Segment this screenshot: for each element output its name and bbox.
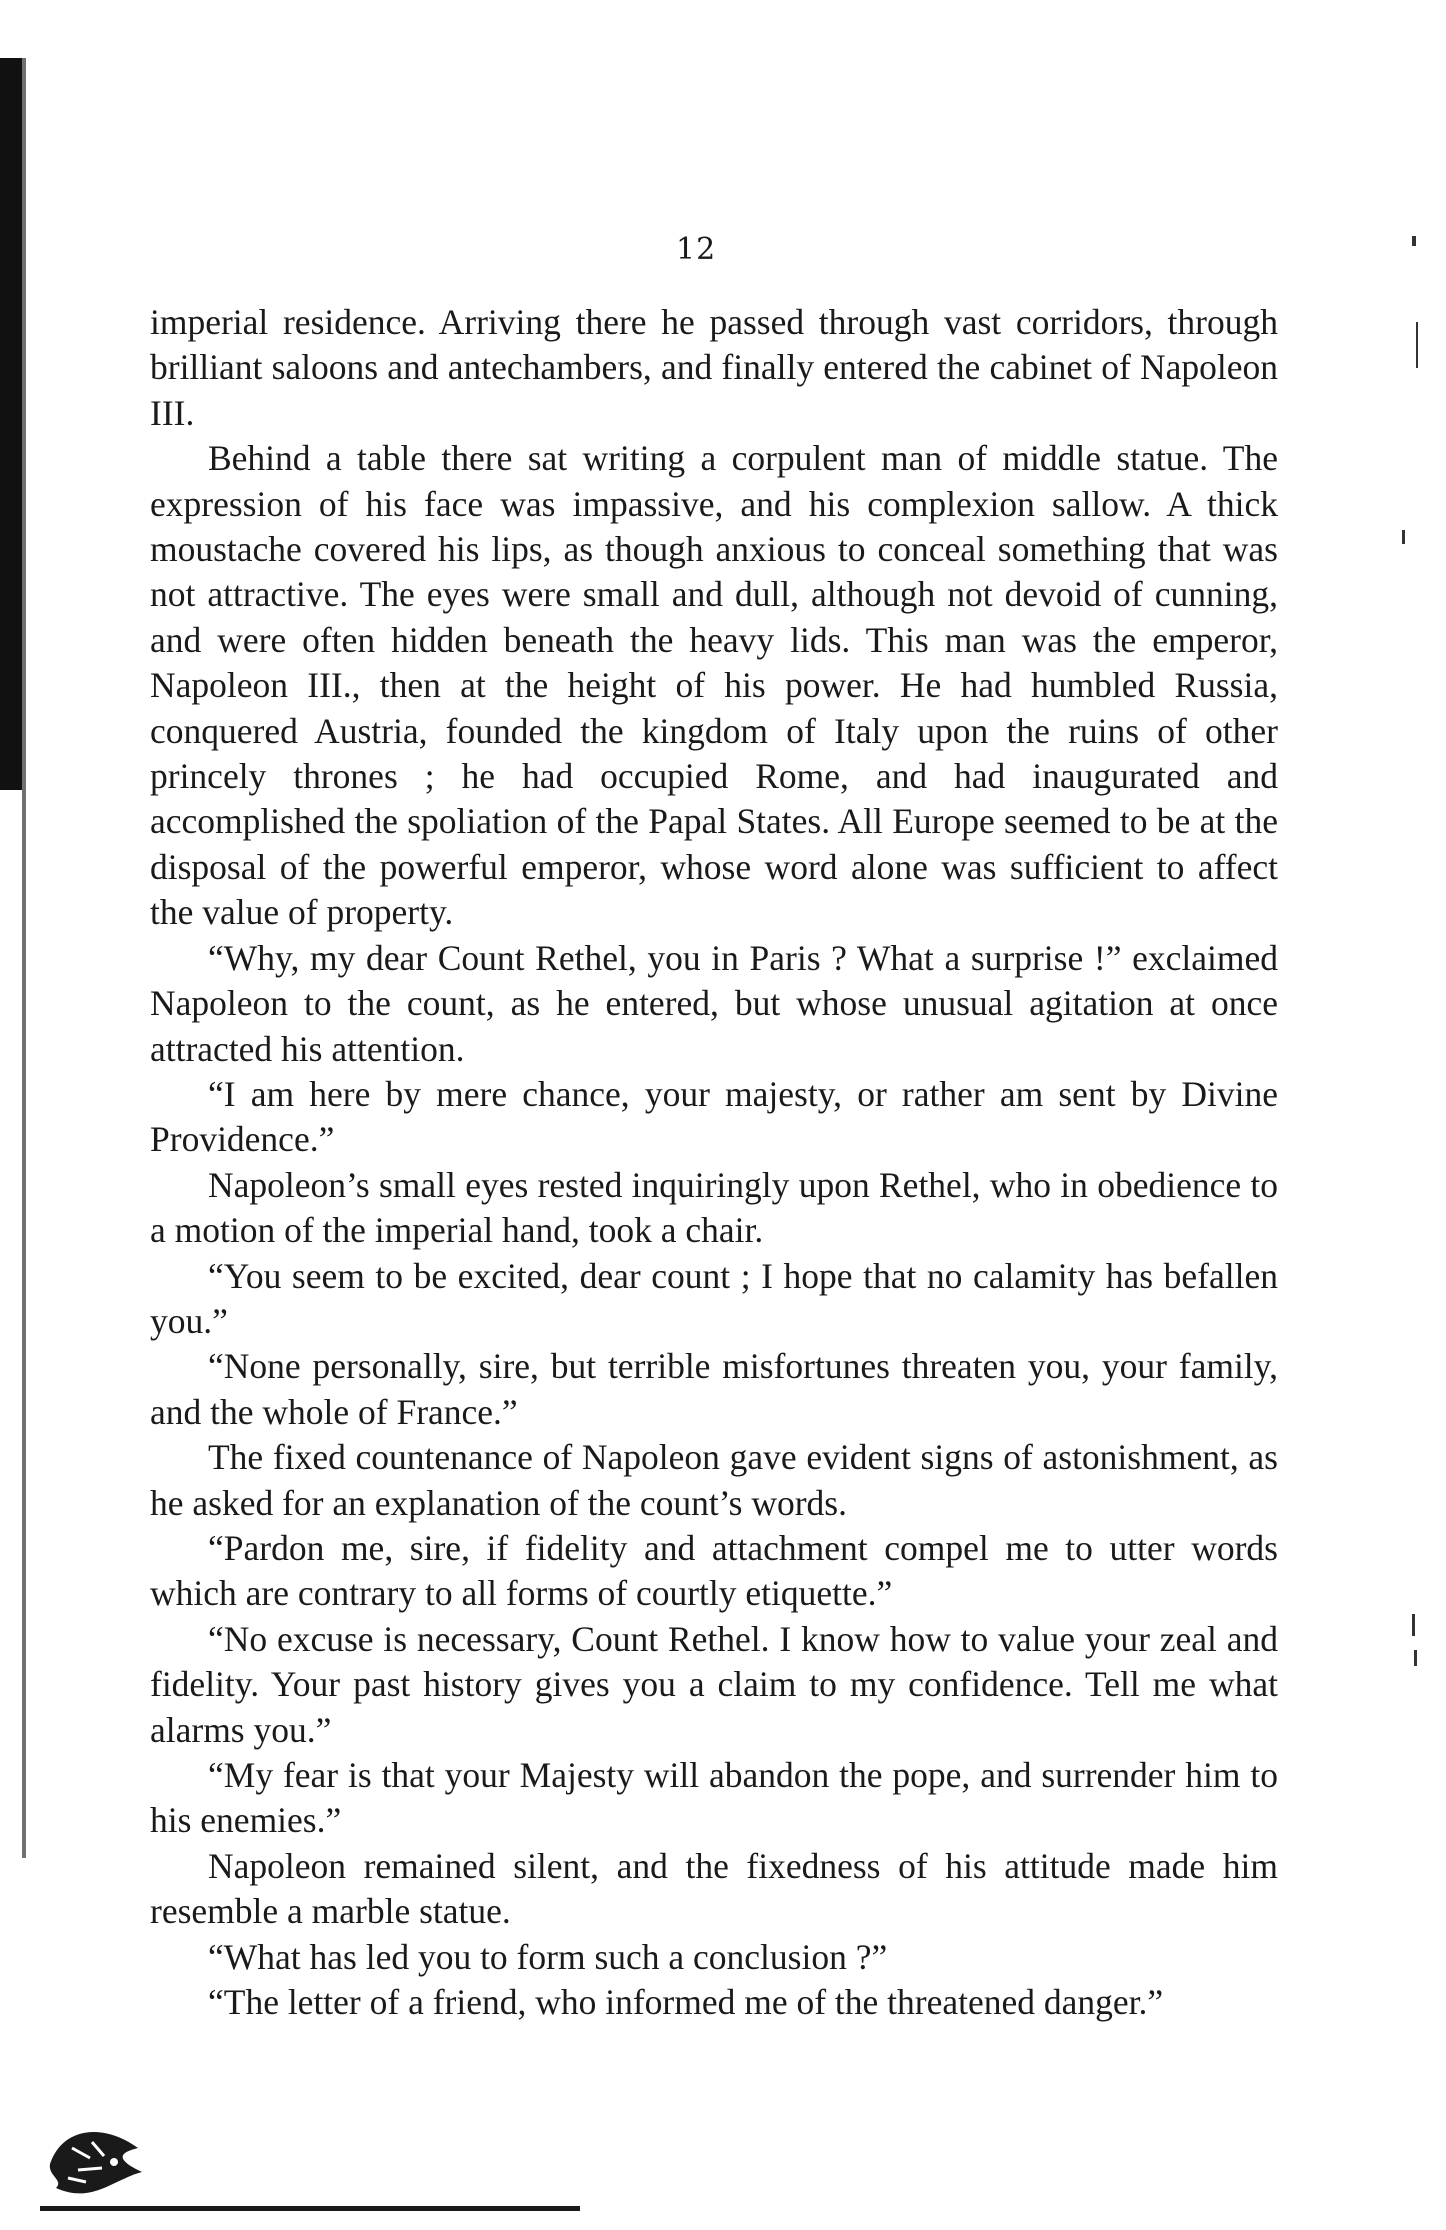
- margin-speck: [1416, 322, 1418, 368]
- paragraph-11: “My fear is that your Majesty will abandon the pope, and surrender him to his enemies.”: [150, 1755, 1278, 1841]
- paragraph-8: The fixed countenance of Napoleon gave evident signs of astonishment, as he asked for an explanation of the count’s words.: [150, 1437, 1278, 1523]
- margin-speck: [1412, 1614, 1415, 1636]
- paragraph-9: “Pardon me, sire, if fidelity and attachment compel me to utter words which are contrary to all forms of courtly etiquette.”: [150, 1527, 1278, 1614]
- margin-speck: [1402, 530, 1405, 544]
- paragraph-5: Napoleon’s small eyes rested inquiringly upon Rethel, who in obedience to a motion of the imperial hand, took a chair.: [150, 1164, 1278, 1251]
- margin-speck: [1414, 1650, 1417, 1666]
- paragraph-2: Behind a table there sat writing a corpulent man of middle statue. The expression of his face was impassive, and his complexion sallow. A thick moustache covered his lips, as though anxious to conceal something that was not attractive. The eyes were small and dull, although not devoid of cunning, and were often hidden beneath the heavy lids. This man was the emperor, Napoleon III., then at the height of his power. He had humbled Russia, conquered Austria, founded the kingdom of Italy upon the ruins of other princely thrones ; he had occupied Rome, and had inaugurated and accomplished the spoliation of the Papal States. All Europe seemed to be at the disposal of the powerful emperor, whose word alone was sufficient to affect the value of property.: [150, 438, 1278, 933]
- paragraph-14: “The letter of a friend, who informed me of the threatened danger.”: [208, 1982, 1164, 2023]
- bottom-rule: [40, 2206, 580, 2211]
- paragraph-1: imperial residence. Arriving there he passed through vast corridors, through brilliant saloons and antechambers, and finally entered the cabinet of Napoleon III.: [150, 302, 1278, 433]
- printer-ornament-icon: [42, 2118, 152, 2208]
- page-number: 12: [676, 232, 717, 267]
- paragraph-3: “Why, my dear Count Rethel, you in Paris ? What a surprise !” exclaimed Napoleon to the count, as he entered, but whose unusual agitation at once attracted his attention.: [150, 937, 1278, 1069]
- paragraph-6: “You seem to be excited, dear count ; I hope that no calamity has befallen you.”: [150, 1255, 1278, 1341]
- paragraph-12: Napoleon remained silent, and the fixedness of his attitude made him resemble a marble statue.: [150, 1845, 1278, 1932]
- paragraph-4: “I am here by mere chance, your majesty, or rather am sent by Divine Providence.”: [150, 1073, 1278, 1160]
- binding-shadow: [22, 58, 26, 1858]
- paragraph-13: “What has led you to form such a conclusion ?”: [208, 1936, 888, 1977]
- paragraph-10: “No excuse is necessary, Count Rethel. I know how to value your zeal and fidelity. Your past history gives you a claim to my confidence. Tell me what alarms you.”: [150, 1618, 1278, 1750]
- paragraph-7: “None personally, sire, but terrible misfortunes threaten you, your family, and the whole of France.”: [150, 1346, 1278, 1432]
- body-text: [150, 300, 1278, 2025]
- binding-edge: [0, 58, 22, 790]
- margin-speck: [1412, 236, 1416, 246]
